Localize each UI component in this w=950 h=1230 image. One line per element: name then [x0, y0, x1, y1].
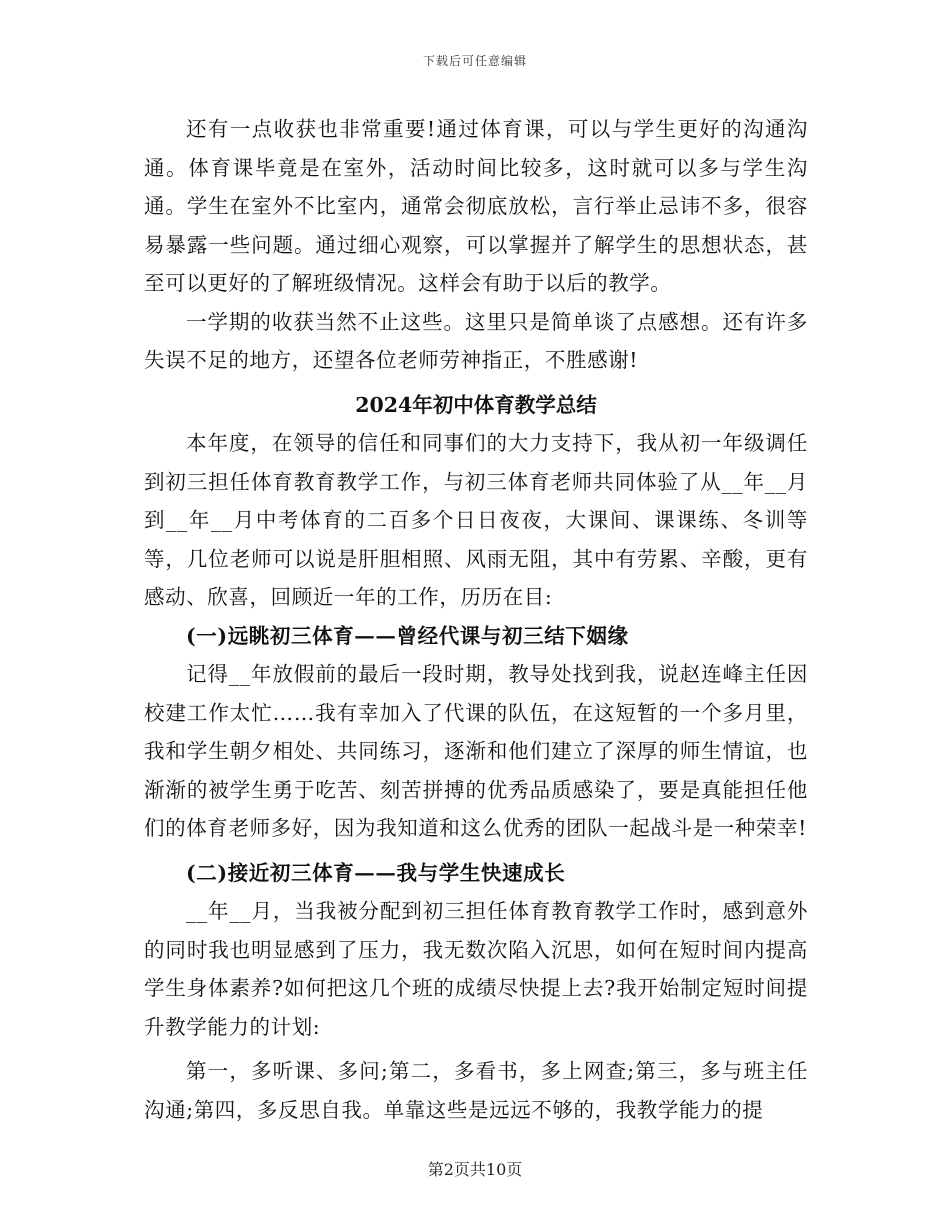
section-heading-2: (二)接近初三体育——我与学生快速成长	[186, 860, 566, 885]
paragraph-6: 第一，多听课、多问;第二，多看书，多上网查;第三，多与班主任沟通;第四，多反思自我。单靠这些是远远不够的，我教学能力的提	[144, 1059, 808, 1122]
paragraph-5: __年__月，当我被分配到初三担任体育教育教学工作时，感到意外的同时我也明显感到了压力，我无数次陷入沉思，如何在短时间内提高学生身体素养?如何把这几个班的成绩尽快提上去?我开始制定短时间提升教学能力的计划:	[144, 899, 808, 1039]
paragraph-2: 一学期的收获当然不止这些。这里只是简单谈了点感想。还有许多失误不足的地方，还望各位老师劳神指正，不胜感谢!	[144, 309, 808, 372]
paragraph-3: 本年度，在领导的信任和同事们的大力支持下，我从初一年级调任到初三担任体育教育教学工作，与初三体育老师共同体验了从__年__月到__年__月中考体育的二百多个日日夜夜，大课间、课课练、冬训等等，几位老师可以说是肝胆相照、风雨无阻，其中有劳累、辛酸，更有感动、欣喜，回顾近一年的工作，历历在目:	[144, 431, 808, 609]
page-number: 第2页共10页	[427, 1160, 523, 1179]
paragraph-1: 还有一点收获也非常重要!通过体育课，可以与学生更好的沟通沟通。体育课毕竟是在室外，活动时间比较多，这时就可以多与学生沟通。学生在室外不比室内，通常会彻底放松，言行举止忌讳不多，很容易暴露一些问题。通过细心观察，可以掌握并了解学生的思想状态，甚至可以更好的了解班级情况。这样会有助于以后的教学。	[144, 117, 808, 295]
document-title: 2024年初中体育教学总结	[355, 392, 597, 417]
header-note: 下载后可任意编辑	[422, 54, 527, 68]
document-body	[144, 110, 808, 1129]
paragraph-4: 记得__年放假前的最后一段时期，教导处找到我，说赵连峰主任因校建工作太忙……我有幸加入了代课的队伍，在这短暂的一个多月里，我和学生朝夕相处、共同练习，逐渐和他们建立了深厚的师生情谊，也渐渐的被学生勇于吃苦、刻苦拼搏的优秀品质感染了，要是真能担任他们的体育老师多好，因为我知道和这么优秀的团队一起战斗是一种荣幸!	[144, 662, 808, 840]
section-heading-1: (一)远眺初三体育——曾经代课与初三结下姻缘	[186, 623, 629, 648]
